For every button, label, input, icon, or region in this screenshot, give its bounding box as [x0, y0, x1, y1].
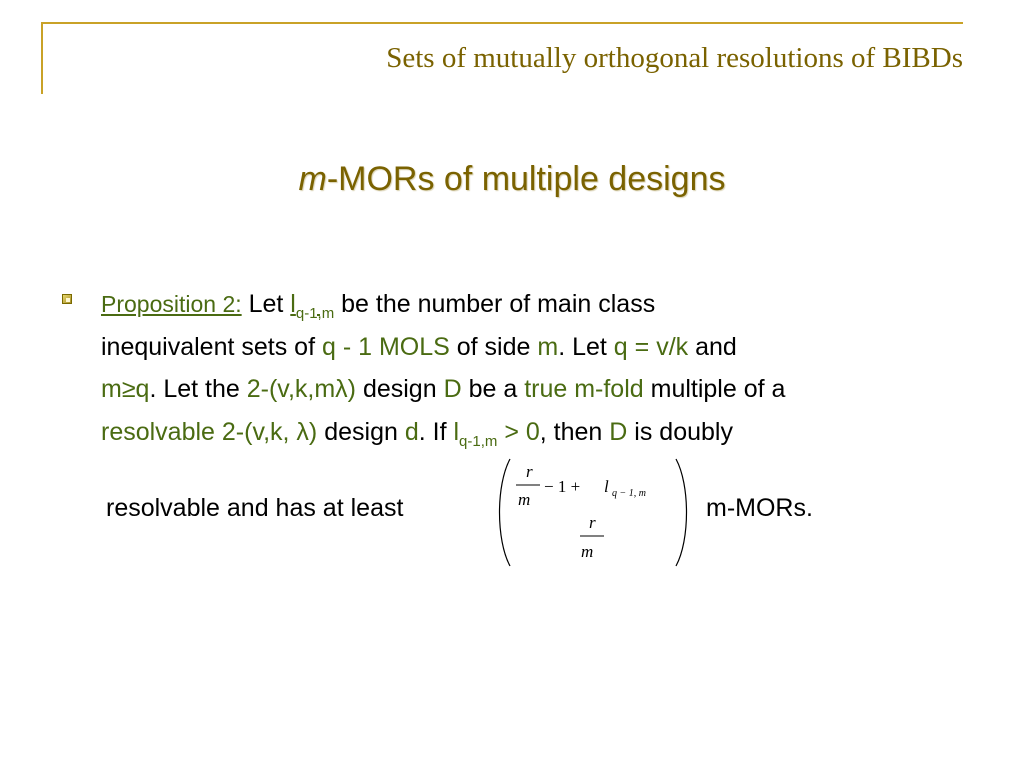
text-run: be a: [461, 375, 525, 403]
l-condition: [453, 417, 540, 450]
proposition-line-1: [101, 283, 981, 326]
right-paren: [676, 459, 687, 566]
minus-one-plus: − 1 +: [544, 477, 581, 496]
left-paren: [500, 459, 511, 566]
D-term: D: [609, 417, 628, 446]
D-term: D: [443, 375, 462, 403]
l-subscript: q-1,m: [459, 432, 498, 450]
l-formula: l: [604, 477, 609, 496]
text-run: Let: [241, 290, 291, 318]
slide-title: [0, 160, 1024, 199]
m-geq-q-term: m≥q: [101, 375, 150, 403]
l-symbol: [290, 290, 335, 322]
resolvable-line: resolvable and has at least: [106, 494, 404, 522]
d-term: d: [404, 417, 419, 446]
proposition-line-3: [101, 368, 981, 411]
l-subscript: q-1,m: [295, 305, 335, 322]
greater-than-zero: > 0: [497, 417, 540, 446]
text-run: design: [317, 417, 405, 446]
header-title: Sets of mutually orthogonal resolutions of BIBDs: [386, 42, 963, 74]
header-left-rule: [41, 22, 43, 94]
text-run: be the number of main class: [334, 290, 656, 318]
design-term: 2-(v,k,mλ): [246, 375, 356, 403]
true-m-fold-term: true m-fold: [524, 375, 644, 403]
proposition-line-2: [101, 326, 981, 369]
slide-title-rest: -MORs of multiple designs: [326, 160, 726, 198]
l-formula-sub: q − 1, m: [612, 488, 646, 499]
l-letter: l: [290, 290, 296, 318]
text-run: . If: [418, 417, 454, 446]
text-run: multiple of a: [643, 375, 786, 403]
square-bullet-icon: [62, 294, 72, 304]
proposition-label: Proposition 2:: [101, 291, 242, 317]
text-run: , then: [539, 417, 610, 446]
mols-term: q - 1 MOLS: [321, 332, 450, 361]
text-run: of side: [449, 332, 538, 361]
text-run: . Let: [558, 332, 614, 361]
text-run: inequivalent sets of: [101, 332, 322, 361]
proposition-line-4: [101, 411, 981, 454]
r-top: r: [526, 462, 533, 481]
resolvable-design-term: resolvable 2-(v,k, λ): [101, 417, 318, 446]
m-term: m: [537, 332, 559, 361]
text-run: design: [356, 375, 444, 403]
slide-title-italic: m: [298, 160, 327, 198]
header-top-rule: [41, 22, 963, 24]
m-top: m: [518, 490, 531, 509]
l-letter: l: [453, 417, 460, 446]
q-equals-term: q = v/k: [613, 332, 689, 361]
proposition-body: [101, 283, 981, 453]
text-run: is doubly: [627, 417, 733, 446]
binomial-formula: [498, 455, 688, 570]
text-run: and: [688, 332, 737, 361]
text-run: . Let the: [149, 375, 247, 403]
mors-text: m-MORs.: [706, 494, 813, 522]
m-bottom: m: [581, 542, 594, 561]
r-bottom: r: [589, 513, 596, 532]
